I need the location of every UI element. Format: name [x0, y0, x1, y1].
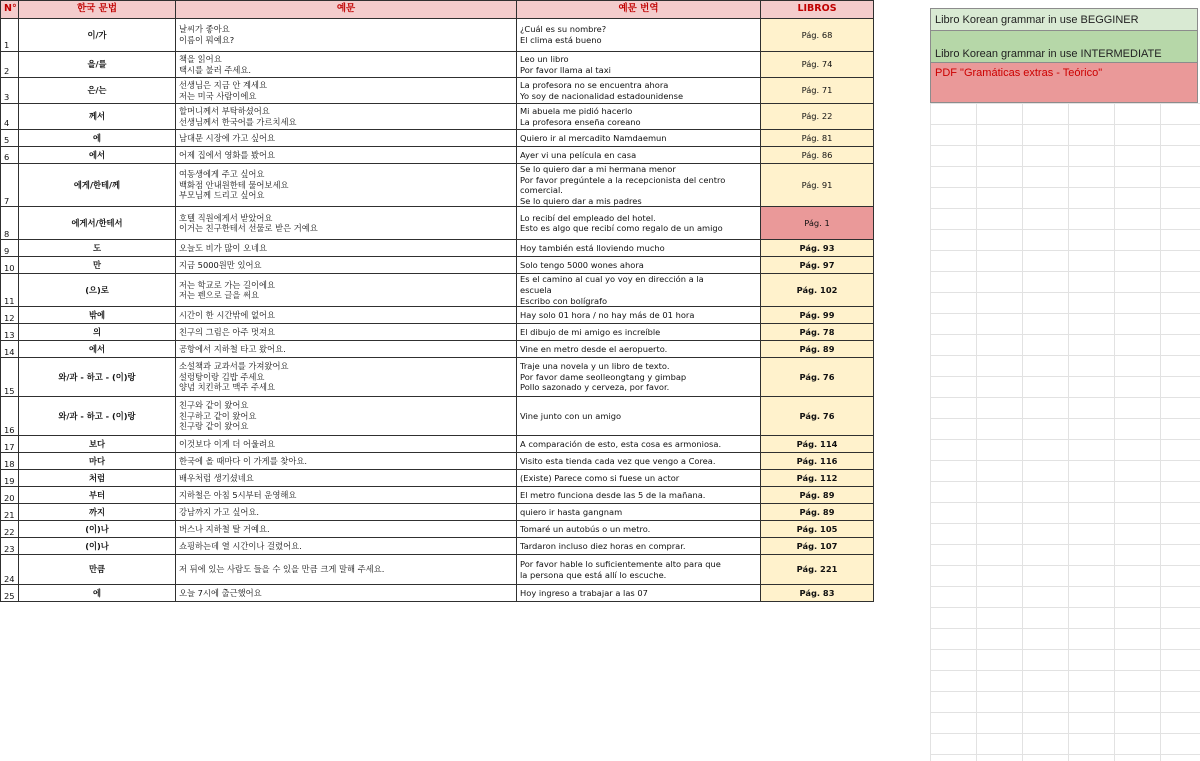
translation-line: Visito esta tienda cada vez que vengo a Corea. — [520, 455, 716, 466]
example-cell[interactable] — [176, 470, 517, 487]
table-row — [1, 52, 874, 78]
translation-line: Por favor hable lo suficientemente alto para que — [520, 559, 721, 570]
example-line: 오늘 7시에 출근했어요 — [179, 587, 262, 598]
example-cell[interactable] — [176, 147, 517, 164]
translation-line: Es el camino al cual yo voy en dirección a la — [520, 274, 704, 285]
example-line: 남대문 시장에 가고 싶어요 — [179, 132, 276, 143]
table-body — [1, 19, 874, 602]
row-number-cell[interactable]: 8 — [1, 207, 19, 240]
translation-line: Yo soy de nacionalidad estadounidense — [520, 90, 684, 101]
table-row — [1, 147, 874, 164]
example-line: 백화점 안내원한테 물어보세요 — [179, 179, 289, 190]
table-row — [1, 538, 874, 555]
grammar-cell[interactable]: (으)로 — [19, 274, 176, 307]
example-line: 이것보다 이게 더 어울려요 — [179, 438, 276, 449]
translation-cell[interactable] — [517, 436, 761, 453]
example-line: 여동생에게 주고 싶어요 — [179, 169, 265, 180]
example-line: 소설책과 교과서를 가져왔어요 — [179, 361, 289, 372]
grammar-cell[interactable]: 마다 — [19, 453, 176, 470]
translation-line: A comparación de esto, esta cosa es armoniosa. — [520, 438, 722, 449]
table-row — [1, 504, 874, 521]
row-number-cell[interactable]: 13 — [1, 324, 19, 341]
row-number-cell[interactable]: 20 — [1, 487, 19, 504]
translation-cell[interactable] — [517, 240, 761, 257]
example-line: 강남까지 가고 싶어요. — [179, 506, 260, 517]
header-row — [1, 1, 874, 19]
example-cell[interactable] — [176, 104, 517, 130]
example-line: 어제 집에서 영화를 봤어요 — [179, 149, 276, 160]
row-number-cell[interactable]: 5 — [1, 130, 19, 147]
grammar-cell[interactable]: (이)나 — [19, 538, 176, 555]
book-page-cell[interactable]: Pág. 74 — [761, 52, 874, 78]
example-line: 배우처럼 생기셨네요 — [179, 472, 254, 483]
book-page-cell[interactable]: Pág. 99 — [761, 307, 874, 324]
book-page-cell[interactable]: Pág. 105 — [761, 521, 874, 538]
example-cell[interactable] — [176, 324, 517, 341]
book-page-cell[interactable]: Pág. 116 — [761, 453, 874, 470]
table-row — [1, 78, 874, 104]
grammar-cell[interactable]: 은/는 — [19, 78, 176, 104]
book-page-cell[interactable]: Pág. 83 — [761, 585, 874, 602]
grammar-cell[interactable]: 밖에 — [19, 307, 176, 324]
example-cell[interactable] — [176, 504, 517, 521]
translation-cell[interactable] — [517, 453, 761, 470]
row-number-cell[interactable]: 12 — [1, 307, 19, 324]
translation-line: El metro funciona desde las 5 de la mañana. — [520, 489, 706, 500]
example-line: 지하철은 아침 5시부터 운영해요 — [179, 489, 297, 500]
example-cell[interactable] — [176, 436, 517, 453]
row-number-cell[interactable]: 16 — [1, 397, 19, 436]
translation-line: El dibujo de mi amigo es increíble — [520, 326, 661, 337]
table-row — [1, 341, 874, 358]
table-row — [1, 397, 874, 436]
book-page-cell[interactable]: Pág. 112 — [761, 470, 874, 487]
row-number-cell[interactable]: 24 — [1, 555, 19, 585]
translation-cell[interactable] — [517, 274, 761, 307]
grammar-cell[interactable]: 까지 — [19, 504, 176, 521]
translation-line: Tardaron incluso diez horas en comprar. — [520, 540, 686, 551]
book-page-cell[interactable]: Pág. 89 — [761, 504, 874, 521]
table-row — [1, 453, 874, 470]
book-page-cell[interactable]: Pág. 89 — [761, 341, 874, 358]
grammar-cell[interactable]: 보다 — [19, 436, 176, 453]
example-line: 책을 읽어요 — [179, 53, 222, 64]
row-number-cell[interactable]: 19 — [1, 470, 19, 487]
table-row — [1, 436, 874, 453]
row-number-cell[interactable]: 15 — [1, 358, 19, 397]
row-number-cell[interactable]: 10 — [1, 257, 19, 274]
translation-cell[interactable] — [517, 257, 761, 274]
example-cell[interactable] — [176, 307, 517, 324]
header-books[interactable]: LIBROS — [761, 1, 874, 19]
translation-line: Hoy ingreso a trabajar a las 07 — [520, 587, 648, 598]
translation-line: Hay solo 01 hora / no hay más de 01 hora — [520, 309, 695, 320]
row-number-cell[interactable]: 1 — [1, 19, 19, 52]
example-line: 한국에 올 때마다 이 가게를 찾아요. — [179, 455, 308, 466]
table-row — [1, 164, 874, 207]
example-cell[interactable] — [176, 555, 517, 585]
translation-line: Lo recibí del empleado del hotel. — [520, 212, 656, 223]
book-page-cell[interactable]: Pág. 68 — [761, 19, 874, 52]
table-row — [1, 240, 874, 257]
example-line: 친구의 그림은 아주 멋져요 — [179, 326, 276, 337]
translation-cell[interactable] — [517, 104, 761, 130]
translation-line: Vine en metro desde el aeropuerto. — [520, 343, 668, 354]
translation-cell[interactable] — [517, 470, 761, 487]
translation-cell[interactable] — [517, 164, 761, 207]
table-row — [1, 555, 874, 585]
row-number-cell[interactable]: 2 — [1, 52, 19, 78]
translation-line: Escribo con bolígrafo — [520, 295, 608, 306]
translation-line: ¿Cuál es su nombre? — [520, 24, 607, 35]
grammar-cell[interactable]: 에게서/한테서 — [19, 207, 176, 240]
translation-line: El clima está bueno — [520, 35, 602, 45]
grammar-cell[interactable]: 처럼 — [19, 470, 176, 487]
example-line: 공항에서 지하철 타고 왔어요. — [179, 343, 286, 354]
row-number-cell[interactable]: 11 — [1, 274, 19, 307]
example-cell[interactable] — [176, 521, 517, 538]
example-cell[interactable] — [176, 358, 517, 397]
example-cell[interactable] — [176, 585, 517, 602]
translation-cell[interactable] — [517, 521, 761, 538]
example-cell[interactable] — [176, 274, 517, 307]
translation-cell[interactable] — [517, 504, 761, 521]
legend-intermediate-cell[interactable]: Libro Korean grammar in use INTERMEDIATE — [930, 31, 1198, 63]
table-row — [1, 307, 874, 324]
translation-line: (Existe) Parece como si fuese un actor — [520, 472, 680, 483]
row-number-cell[interactable]: 21 — [1, 504, 19, 521]
example-cell[interactable] — [176, 52, 517, 78]
example-line: 이거는 친구한테서 선물로 받은 거예요 — [179, 223, 318, 234]
row-number-cell[interactable]: 14 — [1, 341, 19, 358]
example-line: 친구와 같이 왔어요 — [179, 400, 249, 411]
translation-cell[interactable] — [517, 487, 761, 504]
table-row — [1, 104, 874, 130]
row-number-cell[interactable]: 9 — [1, 240, 19, 257]
example-line: 택시를 불러 주세요. — [179, 64, 252, 75]
translation-cell[interactable] — [517, 324, 761, 341]
example-cell[interactable] — [176, 487, 517, 504]
translation-cell[interactable] — [517, 52, 761, 78]
book-page-cell[interactable]: Pág. 221 — [761, 555, 874, 585]
translation-cell[interactable] — [517, 207, 761, 240]
book-page-cell[interactable]: Pág. 91 — [761, 164, 874, 207]
book-page-cell[interactable]: Pág. 107 — [761, 538, 874, 555]
translation-cell[interactable] — [517, 130, 761, 147]
grammar-cell[interactable]: 이/가 — [19, 19, 176, 52]
grammar-cell[interactable]: 을/를 — [19, 52, 176, 78]
translation-cell[interactable] — [517, 555, 761, 585]
translation-line: Quiero ir al mercadito Namdaemun — [520, 132, 667, 143]
grammar-cell[interactable]: 의 — [19, 324, 176, 341]
table-row — [1, 470, 874, 487]
table-row — [1, 130, 874, 147]
example-cell[interactable] — [176, 397, 517, 436]
book-page-cell[interactable]: Pág. 86 — [761, 147, 874, 164]
example-cell[interactable] — [176, 78, 517, 104]
translation-line: Por favor llama al taxi — [520, 64, 611, 75]
row-number-cell[interactable]: 7 — [1, 164, 19, 207]
translation-cell[interactable] — [517, 585, 761, 602]
example-cell[interactable] — [176, 240, 517, 257]
book-page-cell[interactable]: Pág. 76 — [761, 358, 874, 397]
table-row — [1, 207, 874, 240]
grammar-cell[interactable]: 와/과 - 하고 - (이)랑 — [19, 358, 176, 397]
row-number-cell[interactable]: 25 — [1, 585, 19, 602]
translation-line: Se lo quiero dar a mi hermana menor — [520, 164, 676, 174]
example-line: 저는 학교로 가는 길이에요 — [179, 279, 276, 290]
translation-line: Por favor pregúntele a la recepcionista del centro — [520, 174, 726, 185]
translation-line: la persona que está allí lo escuche. — [520, 569, 667, 580]
row-number-cell[interactable]: 17 — [1, 436, 19, 453]
example-line: 시간이 한 시간밖에 없어요 — [179, 309, 276, 320]
book-page-cell[interactable]: Pág. 102 — [761, 274, 874, 307]
book-page-cell[interactable]: Pág. 22 — [761, 104, 874, 130]
example-line: 버스나 지하철 탈 거예요. — [179, 523, 270, 534]
book-page-cell[interactable]: Pág. 89 — [761, 487, 874, 504]
table-row — [1, 257, 874, 274]
translation-line: comercial. — [520, 185, 563, 196]
legend-pdf-cell[interactable]: PDF "Gramáticas extras - Teórico" — [930, 63, 1198, 103]
grammar-cell[interactable]: 에서 — [19, 341, 176, 358]
header-example[interactable]: 예문 — [176, 1, 517, 19]
translation-cell[interactable] — [517, 397, 761, 436]
example-cell[interactable] — [176, 341, 517, 358]
legend — [930, 8, 1198, 103]
book-page-cell[interactable]: Pág. 81 — [761, 130, 874, 147]
example-cell[interactable] — [176, 130, 517, 147]
example-line: 저는 미국 사람이에요 — [179, 90, 257, 101]
translation-line: Por favor dame seolleongtang y gimbap — [520, 371, 687, 382]
translation-cell[interactable] — [517, 358, 761, 397]
table-row — [1, 274, 874, 307]
example-line: 쇼핑하는데 열 시간이나 걸렸어요. — [179, 540, 302, 551]
example-line: 이름이 뭐예요? — [179, 35, 235, 45]
row-number-cell[interactable]: 18 — [1, 453, 19, 470]
table-row — [1, 521, 874, 538]
example-line: 날씨가 좋아요 — [179, 24, 230, 35]
translation-line: Hoy también está lloviendo mucho — [520, 243, 665, 254]
translation-line: Mi abuela me pidió hacerlo — [520, 105, 633, 116]
grammar-cell[interactable]: 에 — [19, 130, 176, 147]
book-page-cell[interactable]: Pág. 71 — [761, 78, 874, 104]
book-page-cell[interactable]: Pág. 93 — [761, 240, 874, 257]
table-row — [1, 585, 874, 602]
table-row — [1, 358, 874, 397]
grammar-cell[interactable]: 만큼 — [19, 555, 176, 585]
book-page-cell[interactable]: Pág. 97 — [761, 257, 874, 274]
example-line: 선생님은 지금 안 계세요 — [179, 79, 268, 90]
translation-cell[interactable] — [517, 538, 761, 555]
legend-beginner-cell[interactable]: Libro Korean grammar in use BEGGINER — [930, 8, 1198, 31]
translation-cell[interactable] — [517, 341, 761, 358]
grammar-cell[interactable]: 께서 — [19, 104, 176, 130]
grammar-cell[interactable]: 부터 — [19, 487, 176, 504]
grammar-cell[interactable]: 도 — [19, 240, 176, 257]
translation-cell[interactable] — [517, 307, 761, 324]
translation-line: Tomaré un autobús o un metro. — [520, 523, 651, 534]
grammar-cell[interactable]: 에서 — [19, 147, 176, 164]
translation-line: Pollo sazonado y cerveza, por favor. — [520, 382, 670, 393]
grammar-cell[interactable]: 와/과 - 하고 - (이)랑 — [19, 397, 176, 436]
translation-line: Se lo quiero dar a mis padres — [520, 195, 642, 206]
translation-line: La profesora no se encuentra ahora — [520, 79, 669, 90]
table-row — [1, 19, 874, 52]
example-line: 친구하고 같이 왔어요 — [179, 410, 257, 421]
header-num[interactable]: N° — [1, 1, 19, 19]
example-line: 저는 펜으로 글을 써요 — [179, 290, 260, 301]
translation-cell[interactable] — [517, 78, 761, 104]
grammar-cell[interactable]: 만 — [19, 257, 176, 274]
grammar-cell[interactable]: 에게/한테/께 — [19, 164, 176, 207]
example-line: 선생님께서 한국어를 가르치세요 — [179, 116, 297, 127]
table-row — [1, 324, 874, 341]
book-page-cell[interactable]: Pág. 114 — [761, 436, 874, 453]
example-line: 지금 5000원만 있어요 — [179, 260, 262, 271]
translation-line: Leo un libro — [520, 53, 569, 64]
row-number-cell[interactable]: 4 — [1, 104, 19, 130]
grammar-cell[interactable]: (이)나 — [19, 521, 176, 538]
translation-line: Ayer vi una película en casa — [520, 149, 637, 160]
book-page-cell[interactable]: Pág. 78 — [761, 324, 874, 341]
translation-line: Esto es algo que recibí como regalo de un amigo — [520, 223, 723, 234]
table-row — [1, 487, 874, 504]
translation-cell[interactable] — [517, 147, 761, 164]
book-page-cell[interactable]: Pág. 1 — [761, 207, 874, 240]
translation-line: escuela — [520, 284, 552, 295]
example-line: 양념 치킨하고 맥주 주세요 — [179, 382, 276, 393]
translation-line: La profesora enseña coreano — [520, 116, 641, 127]
row-number-cell[interactable]: 22 — [1, 521, 19, 538]
row-number-cell[interactable]: 6 — [1, 147, 19, 164]
row-number-cell[interactable]: 23 — [1, 538, 19, 555]
example-cell[interactable] — [176, 453, 517, 470]
translation-line: quiero ir hasta gangnam — [520, 506, 623, 517]
example-cell[interactable] — [176, 538, 517, 555]
example-cell[interactable] — [176, 257, 517, 274]
example-cell[interactable] — [176, 19, 517, 52]
translation-cell[interactable] — [517, 19, 761, 52]
example-line: 부모님께 드리고 싶어요 — [179, 190, 265, 201]
header-grammar[interactable]: 한국 문법 — [19, 1, 176, 19]
example-line: 할머니께서 부탁하셨어요 — [179, 105, 270, 116]
example-line: 호텔 직원에게서 받았어요 — [179, 212, 273, 223]
example-line: 친구랑 같이 왔어요 — [179, 421, 249, 432]
book-page-cell[interactable]: Pág. 76 — [761, 397, 874, 436]
translation-line: Traje una novela y un libro de texto. — [520, 361, 670, 372]
example-cell[interactable] — [176, 207, 517, 240]
example-cell[interactable] — [176, 164, 517, 207]
example-line: 설렁탕이랑 김밥 주세요 — [179, 371, 265, 382]
translation-line: Solo tengo 5000 wones ahora — [520, 260, 644, 271]
grammar-cell[interactable]: 에 — [19, 585, 176, 602]
translation-line: Vine junto con un amigo — [520, 410, 622, 421]
header-translation[interactable]: 예문 번역 — [517, 1, 761, 19]
example-line: 저 뒤에 있는 사람도 들을 수 있을 만큼 크게 말해 주세요. — [179, 564, 385, 575]
example-line: 오늘도 비가 많이 오네요 — [179, 243, 268, 254]
empty-cell-grid[interactable] — [930, 103, 1200, 761]
row-number-cell[interactable]: 3 — [1, 78, 19, 104]
